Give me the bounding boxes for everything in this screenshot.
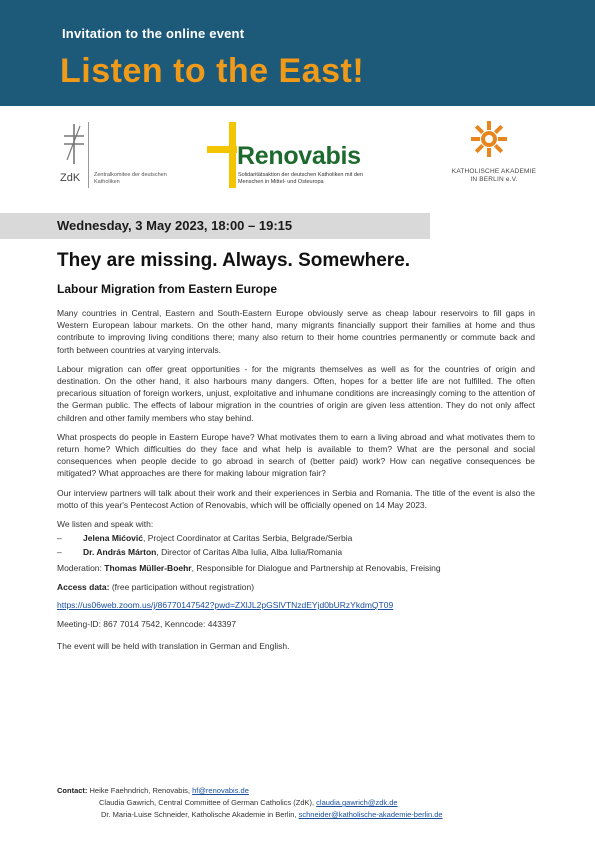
paragraph-2: Labour migration can offer great opportunities - for the migrants themselves as well as for the countries of origin and destination. On the other hand, it also harbours many dangers. Often, hopes for a better life are not fulfilled. The often precarious situation of foreign workers, unjust, exploitative and inhumane conditions are increasingly coming to the attention of the German public. The effects of labour migration in the countries of origin are given less attention. They do not only affect children and other family members who stay behind. (57, 363, 535, 423)
contact-label: Contact: (57, 786, 88, 795)
banner-subtitle: Invitation to the online event (62, 26, 245, 41)
renovabis-name: Renovabis (237, 142, 361, 170)
ka-sun-emblem-icon (470, 120, 508, 158)
speaker-name: Dr. András Márton (83, 547, 157, 558)
contact-email-link[interactable]: schneider@katholische-akademie-berlin.de (298, 810, 443, 819)
contact-text: Heike Faehndrich, Renovabis, (87, 786, 193, 795)
contact-row (57, 797, 537, 809)
moderation-label: Moderation: (57, 562, 105, 573)
zoom-link[interactable]: https://us06web.zoom.us/j/86770147542?pwd=ZXlJL2pGSlVTNzdEYjd0bURzYkdmQT09 (57, 600, 394, 611)
access-line (57, 581, 535, 593)
speaker-dash: – (57, 547, 62, 558)
contact-row (57, 809, 537, 821)
speakers-intro: We listen and speak with: (57, 519, 154, 530)
contact-text: Claudia Gawrich, Central Committee of German Catholics (ZdK), (99, 798, 317, 807)
speaker-name: Jelena Mićović (83, 533, 144, 544)
moderator-role: , Responsible for Dialogue and Partnership at Renovabis, Freising (191, 562, 441, 573)
zdk-logo (60, 122, 180, 192)
renovabis-tagline: Solidaritätsaktion der deutschen Katholiken mit den Menschen in Mittel- und Osteuropa (238, 172, 364, 185)
renovabis-cross-icon (207, 120, 239, 190)
ka-text: KATHOLISCHE AKADEMIE IN BERLIN e.V. (451, 168, 537, 183)
paragraph-1: Many countries in Central, Eastern and South-Eastern Europe obviously serve as cheap labour reservoirs to fill gaps in Western European labour markets. On the other hand, many migrants financially support their families at home and thus contribute to improving living conditions there; many also return to their home countries permanently or commute back and forth between countries at varying intervals. (57, 308, 535, 355)
contact-email-link[interactable]: claudia.gawrich@zdk.de (316, 798, 398, 807)
paragraph-4: Our interview partners will talk about their work and their experiences in Serbia and Romania. The title of the event is also the motto of this year's Pentecost Action of Renovabis, which will be officially opened on 14 May 2023. (57, 487, 535, 510)
zdk-letters: ZdK (60, 172, 81, 184)
translation-note: The event will be held with translation in German and English. (57, 641, 290, 652)
speaker-item (57, 532, 535, 544)
ka-logo (448, 120, 548, 190)
paragraph-3: What prospects do people in Eastern Europe have? What motivates them to earn a living abroad and what motivates them to return home? Which difficulties do they face and what help is available to them? What are the personal and social consequences when people decide to go abroad in search of (better paid) work? How can negative consequences be mitigated? What approaches are there for making labour migration fair? (57, 431, 535, 479)
access-label: Access data: (57, 581, 110, 592)
contact-row (57, 785, 537, 797)
contact-text: Dr. Maria-Luise Schneider, Katholische Akademie in Berlin, (101, 810, 299, 819)
headline: They are missing. Always. Somewhere. (57, 250, 411, 271)
moderation-line (57, 562, 535, 574)
event-date: Wednesday, 3 May 2023, 18:00 – 19:15 (57, 218, 293, 233)
moderator-name: Thomas Müller-Boehr (104, 562, 192, 573)
speaker-dash: – (57, 533, 62, 544)
banner-title: Listen to the East! (60, 52, 365, 90)
header-banner (0, 0, 595, 106)
zdk-divider (88, 122, 89, 188)
contact-block (57, 785, 537, 821)
zdk-mark-icon (60, 122, 88, 166)
speaker-role: , Director of Caritas Alba Iulia, Alba Iulia/Romania (156, 547, 343, 558)
meeting-id: Meeting-ID: 867 7014 7542, Kenncode: 443397 (57, 619, 237, 630)
access-note: (free participation without registration) (109, 581, 255, 592)
zdk-text: Zentralkomitee der deutschen Katholiken (94, 172, 167, 185)
speaker-role: , Project Coordinator at Caritas Serbia, Belgrade/Serbia (143, 533, 353, 544)
zoom-link-row (57, 599, 535, 611)
date-band (0, 213, 430, 239)
subheadline: Labour Migration from Eastern Europe (57, 282, 278, 296)
renovabis-logo (207, 120, 367, 192)
body-content (57, 307, 535, 660)
contact-email-link[interactable]: hf@renovabis.de (192, 786, 249, 795)
speaker-item (57, 546, 535, 558)
